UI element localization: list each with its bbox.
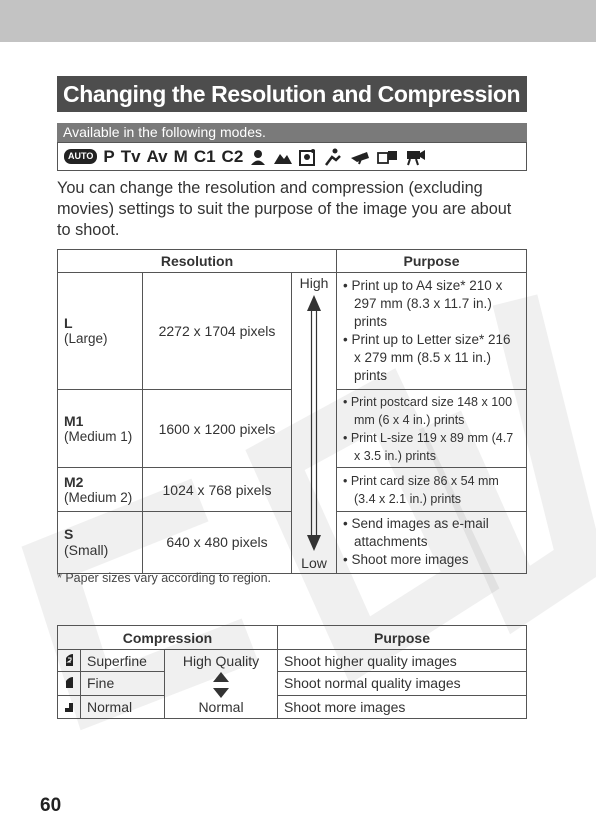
high-label: High: [299, 275, 329, 291]
purpose-header: Purpose: [337, 250, 527, 273]
page-title: Changing the Resolution and Compression: [57, 76, 527, 112]
size-sub: (Medium 2): [64, 490, 133, 506]
size-name: M2: [64, 474, 84, 491]
custom2-mode-icon: C2: [221, 147, 244, 166]
pixel-dimensions: 640 x 480 pixels: [143, 511, 292, 573]
purpose-header: Purpose: [278, 626, 527, 650]
normal-icon: [64, 700, 74, 712]
size-sub: (Small): [64, 542, 109, 559]
compression-header: Compression: [58, 626, 278, 650]
compression-purpose: Shoot normal quality images: [278, 672, 527, 695]
purpose-item: • Print card size 86 x 54 mm (3.4 x 2.1 in.) prints: [343, 473, 499, 506]
table-row: [58, 672, 527, 695]
aperture-priority-mode-icon: Av: [146, 147, 168, 166]
purpose-item: • Print postcard size 148 x 100 mm (6 x 4 in.) prints: [343, 394, 513, 427]
compression-table: [57, 625, 527, 719]
purpose-item: • Print up to Letter size* 216 x 279 mm (8.5 x 11 in.) prints: [343, 331, 511, 383]
sports-icon: [323, 148, 343, 166]
purpose-item: • Shoot more images: [343, 552, 469, 568]
resolution-table: [57, 249, 527, 574]
low-label: Low: [301, 555, 327, 571]
quality-arrow-cell: [165, 650, 278, 719]
footnote: * Paper sizes vary according to region.: [57, 571, 271, 585]
high-quality-label: High Quality: [182, 653, 260, 669]
purpose-item: • Send images as e-mail attachments: [343, 516, 489, 550]
high-low-arrow-cell: [292, 273, 337, 574]
modes-icon-row: [57, 142, 527, 171]
landscape-icon: [273, 148, 293, 166]
night-scene-icon: [299, 148, 317, 166]
compression-purpose: Shoot more images: [278, 695, 527, 718]
pixel-dimensions: 2272 x 1704 pixels: [143, 273, 292, 390]
size-name: M1: [64, 413, 84, 430]
stitch-assist-icon: [377, 148, 399, 166]
page-number: 60: [40, 795, 62, 816]
pixel-dimensions: 1024 x 768 pixels: [143, 468, 292, 511]
purpose-item: • Print up to A4 size* 210 x 297 mm (8.3 x 11.7 in.) prints: [343, 277, 503, 329]
high-low-arrow-icon: [306, 295, 322, 551]
fine-icon: [64, 676, 74, 688]
table-row: [58, 695, 527, 718]
portrait-icon: [249, 148, 267, 166]
manual-mode-icon: M: [173, 147, 188, 166]
program-mode-icon: P: [103, 147, 115, 166]
pixel-dimensions: 1600 x 1200 pixels: [143, 389, 292, 468]
purpose-item: • Print L-size 119 x 89 mm (4.7 x 3.5 in.) prints: [343, 430, 514, 463]
size-name: L: [64, 315, 73, 332]
resolution-header: Resolution: [58, 250, 337, 273]
size-name: S: [64, 526, 74, 543]
top-bar: [0, 0, 596, 42]
movie-icon: [405, 148, 427, 166]
modes-label: Available in the following modes.: [57, 123, 527, 142]
table-row: [58, 650, 527, 672]
size-sub: (Large): [64, 331, 108, 347]
fast-shutter-icon: [349, 148, 371, 166]
compression-name: Fine: [81, 672, 165, 695]
intro-text: You can change the resolution and compression (excluding movies) settings to suit the purpose of the image you are about to shoot.: [57, 179, 512, 239]
compression-name: Normal: [81, 695, 165, 718]
superfine-icon: [64, 654, 74, 666]
shutter-priority-mode-icon: Tv: [120, 147, 141, 166]
auto-mode-icon: AUTO: [64, 149, 97, 164]
normal-label: Normal: [198, 699, 244, 715]
size-sub: (Medium 1): [64, 429, 133, 445]
compression-name: Superfine: [81, 650, 165, 672]
compression-purpose: Shoot higher quality images: [278, 650, 527, 672]
table-row: [58, 273, 527, 390]
quality-arrow-icon: [213, 672, 229, 698]
custom1-mode-icon: C1: [193, 147, 216, 166]
